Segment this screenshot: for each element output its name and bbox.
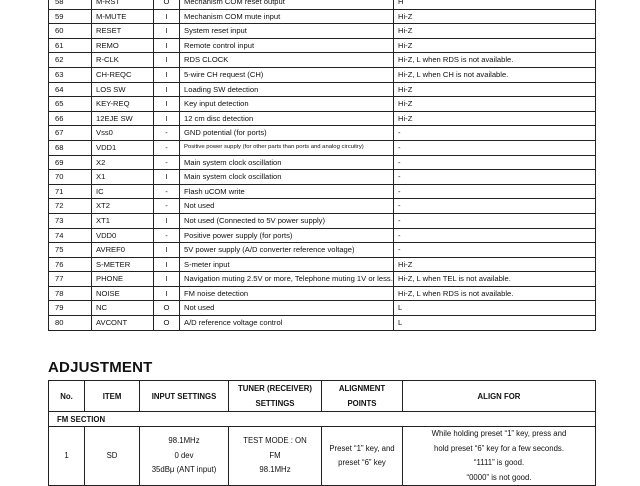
pin-state: - xyxy=(394,184,596,199)
adjustment-table xyxy=(48,380,596,486)
pin-function: GND potential (for ports) xyxy=(180,126,394,141)
pin-row xyxy=(49,213,596,228)
pin-name: XT1 xyxy=(92,213,154,228)
pin-io: I xyxy=(154,67,180,82)
pin-state: L xyxy=(394,316,596,331)
pin-number: 73 xyxy=(49,213,92,228)
pin-state: Hi-Z xyxy=(394,9,596,24)
pin-state: Hi-Z xyxy=(394,257,596,272)
pin-row xyxy=(49,286,596,301)
pin-name: NOISE xyxy=(92,286,154,301)
input-line: 98.1MHz xyxy=(168,436,200,446)
pin-number: 65 xyxy=(49,97,92,112)
pin-name: LOS SW xyxy=(92,82,154,97)
points-line: preset “6” key xyxy=(338,458,386,467)
pin-function: Mechanism COM reset output xyxy=(180,0,394,9)
pin-number: 72 xyxy=(49,199,92,214)
pin-io: - xyxy=(154,199,180,214)
pin-row xyxy=(49,82,596,97)
pin-function: Not used (Connected to 5V power supply) xyxy=(180,213,394,228)
row-item: SD xyxy=(85,427,140,486)
pin-io: I xyxy=(154,53,180,68)
pin-function: Not used xyxy=(180,301,394,316)
pin-number: 74 xyxy=(49,228,92,243)
pin-number: 75 xyxy=(49,243,92,258)
pin-name: RESET xyxy=(92,24,154,39)
pin-state: - xyxy=(394,243,596,258)
pin-row xyxy=(49,170,596,185)
pin-name: S-METER xyxy=(92,257,154,272)
pin-io: I xyxy=(154,82,180,97)
pin-function: A/D reference voltage control xyxy=(180,316,394,331)
pin-io: O xyxy=(154,301,180,316)
pin-state: Hi-Z, L when TEL is not available. xyxy=(394,272,596,287)
pin-function: Remote control input xyxy=(180,38,394,53)
header-no: No. xyxy=(49,381,85,412)
pin-row xyxy=(49,111,596,126)
tuner-line: 98.1MHz xyxy=(259,465,291,475)
pin-io: I xyxy=(154,111,180,126)
pin-row xyxy=(49,67,596,82)
row-tuner-settings xyxy=(229,427,322,486)
pin-function: FM noise detection xyxy=(180,286,394,301)
row-align-for xyxy=(403,427,596,486)
pin-name: VDD0 xyxy=(92,228,154,243)
pin-function: Positive power supply (for other parts than ports and analog circuitry) xyxy=(180,140,394,155)
pin-state: Hi-Z xyxy=(394,111,596,126)
pin-number: 80 xyxy=(49,316,92,331)
pin-function: 12 cm disc detection xyxy=(180,111,394,126)
section-label: FM SECTION xyxy=(49,412,596,427)
pin-state: Hi-Z xyxy=(394,82,596,97)
align-for-line: hold preset “6” key for a few seconds. xyxy=(433,443,564,453)
points-line: Preset “1” key, and xyxy=(329,443,395,453)
adjustment-heading: ADJUSTMENT xyxy=(48,359,153,376)
pin-row xyxy=(49,126,596,141)
pin-name: M-MUTE xyxy=(92,9,154,24)
pin-io: I xyxy=(154,272,180,287)
header-tuner-line1: TUNER (RECEIVER) xyxy=(237,384,313,393)
pin-io: I xyxy=(154,257,180,272)
pin-function: Main system clock oscillation xyxy=(180,170,394,185)
pin-io: I xyxy=(154,97,180,112)
pin-state: - xyxy=(394,199,596,214)
pin-row xyxy=(49,53,596,68)
pin-io: I xyxy=(154,9,180,24)
header-input-settings: INPUT SETTINGS xyxy=(140,381,229,412)
pin-name: AVREF0 xyxy=(92,243,154,258)
pin-row xyxy=(49,0,596,9)
input-line: 35dBμ (ANT input) xyxy=(151,465,217,475)
align-for-line: “1111” is good. xyxy=(473,458,525,467)
pin-function: Navigation muting 2.5V or more, Telephone muting 1V or less. xyxy=(180,272,394,287)
pin-name: X2 xyxy=(92,155,154,170)
header-item: ITEM xyxy=(85,381,140,412)
pin-name: KEY-REQ xyxy=(92,97,154,112)
adjustment-header-row xyxy=(49,381,596,412)
pin-name: 12EJE SW xyxy=(92,111,154,126)
pin-function: RDS CLOCK xyxy=(180,53,394,68)
pin-name: REMO xyxy=(92,38,154,53)
row-input-settings xyxy=(140,427,229,486)
input-line: 0 dev xyxy=(174,450,194,460)
pin-state: - xyxy=(394,155,596,170)
tuner-line: FM xyxy=(269,450,281,460)
pin-row xyxy=(49,184,596,199)
pin-number: 60 xyxy=(49,24,92,39)
pin-io: I xyxy=(154,286,180,301)
pin-number: 58 xyxy=(49,0,92,9)
header-alignment-points xyxy=(322,381,403,412)
pin-function: Mechanism COM mute input xyxy=(180,9,394,24)
align-for-line: While holding preset “1” key, press and xyxy=(431,429,567,438)
adjustment-row xyxy=(49,427,596,486)
header-tuner-settings xyxy=(229,381,322,412)
pin-io: - xyxy=(154,140,180,155)
pin-state: Hi-Z, L when RDS is not available. xyxy=(394,53,596,68)
pin-row xyxy=(49,272,596,287)
pin-io: I xyxy=(154,243,180,258)
pin-io: - xyxy=(154,184,180,199)
pin-row xyxy=(49,140,596,155)
pin-number: 59 xyxy=(49,9,92,24)
pin-name: Vss0 xyxy=(92,126,154,141)
pin-state: - xyxy=(394,228,596,243)
header-points-line1: ALIGNMENT xyxy=(338,384,386,393)
pin-row xyxy=(49,9,596,24)
pin-name: NC xyxy=(92,301,154,316)
row-alignment-points xyxy=(322,427,403,486)
pin-function: 5-wire CH request (CH) xyxy=(180,67,394,82)
pin-name: R-CLK xyxy=(92,53,154,68)
pin-state: Hi-Z, L when RDS is not available. xyxy=(394,286,596,301)
pin-io: - xyxy=(154,228,180,243)
header-tuner-line2: SETTINGS xyxy=(255,399,295,408)
pin-name: CH-REQC xyxy=(92,67,154,82)
pin-function: Flash uCOM write xyxy=(180,184,394,199)
pin-io: O xyxy=(154,0,180,9)
pin-function: Positive power supply (for ports) xyxy=(180,228,394,243)
pin-number: 79 xyxy=(49,301,92,316)
pin-number: 66 xyxy=(49,111,92,126)
pin-name: PHONE xyxy=(92,272,154,287)
pin-io: I xyxy=(154,38,180,53)
pin-name: XT2 xyxy=(92,199,154,214)
pin-number: 70 xyxy=(49,170,92,185)
pin-state: Hi-Z, L when CH is not available. xyxy=(394,67,596,82)
pin-function: Main system clock oscillation xyxy=(180,155,394,170)
pin-number: 67 xyxy=(49,126,92,141)
pin-number: 78 xyxy=(49,286,92,301)
pin-state: Hi-Z xyxy=(394,97,596,112)
pin-function: System reset input xyxy=(180,24,394,39)
tuner-line: TEST MODE : ON xyxy=(243,436,307,446)
pin-function: S-meter input xyxy=(180,257,394,272)
pin-row xyxy=(49,199,596,214)
pin-name: VDD1 xyxy=(92,140,154,155)
pin-function: Not used xyxy=(180,199,394,214)
pin-number: 69 xyxy=(49,155,92,170)
pin-number: 68 xyxy=(49,140,92,155)
pin-state: H xyxy=(394,0,596,9)
pin-row xyxy=(49,301,596,316)
pin-state: - xyxy=(394,170,596,185)
pin-number: 76 xyxy=(49,257,92,272)
pin-row xyxy=(49,243,596,258)
pin-name: AVCONT xyxy=(92,316,154,331)
pin-io: I xyxy=(154,24,180,39)
pin-number: 61 xyxy=(49,38,92,53)
pin-name: X1 xyxy=(92,170,154,185)
pin-function: Key input detection xyxy=(180,97,394,112)
pin-row xyxy=(49,228,596,243)
header-align-for: ALIGN FOR xyxy=(403,381,596,412)
pin-io: - xyxy=(154,126,180,141)
pin-name: IC xyxy=(92,184,154,199)
pin-io: - xyxy=(154,155,180,170)
pin-row xyxy=(49,155,596,170)
pin-row xyxy=(49,316,596,331)
pin-io: I xyxy=(154,170,180,185)
pin-number: 64 xyxy=(49,82,92,97)
pin-io: I xyxy=(154,213,180,228)
pin-table-body xyxy=(49,0,596,330)
pin-function: 5V power supply (A/D converter reference voltage) xyxy=(180,243,394,258)
pin-io: O xyxy=(154,316,180,331)
header-points-line2: POINTS xyxy=(347,399,377,408)
pin-name: M-RST xyxy=(92,0,154,9)
pin-number: 62 xyxy=(49,53,92,68)
pin-state: Hi-Z xyxy=(394,38,596,53)
pin-state: Hi-Z xyxy=(394,24,596,39)
pin-row xyxy=(49,257,596,272)
pin-state: - xyxy=(394,213,596,228)
pin-number: 63 xyxy=(49,67,92,82)
pin-row xyxy=(49,38,596,53)
pin-row xyxy=(49,97,596,112)
align-for-line: “0000” is not good. xyxy=(466,472,532,482)
pin-state: L xyxy=(394,301,596,316)
pin-number: 71 xyxy=(49,184,92,199)
row-no: 1 xyxy=(49,427,85,486)
pin-function: Loading SW detection xyxy=(180,82,394,97)
pin-number: 77 xyxy=(49,272,92,287)
pin-function-table xyxy=(48,0,596,331)
section-row xyxy=(49,412,596,427)
pin-state: - xyxy=(394,126,596,141)
pin-row xyxy=(49,24,596,39)
pin-state: - xyxy=(394,140,596,155)
